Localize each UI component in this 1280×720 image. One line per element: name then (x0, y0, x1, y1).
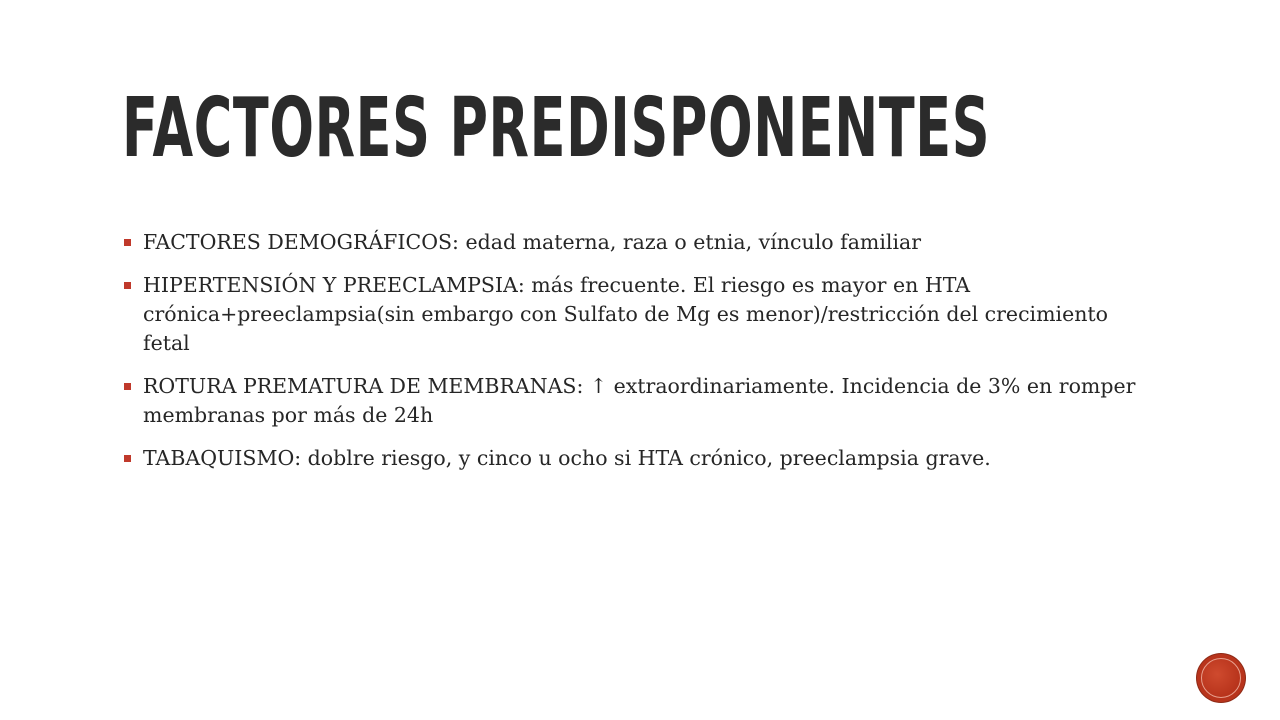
bullet-text: HIPERTENSIÓN Y PREECLAMPSIA: más frecuente. El riesgo es mayor en HTA crónica+preeclampsia(sin embargo con Sulfato de Mg es menor)/restricción del crecimiento fetal (143, 273, 1109, 355)
bullet-text: TABAQUISMO: doblre riesgo, y cinco u ocho si HTA crónico, preeclampsia grave. (143, 446, 991, 470)
bullet-list (122, 228, 1142, 487)
bullet-item (122, 444, 1142, 473)
bullet-text: ROTURA PREMATURA DE MEMBRANAS: ↑ extraordinariamente. Incidencia de 3% en romper membranas por más de 24h (143, 374, 1136, 427)
nav-circle-inner (1201, 658, 1241, 698)
slide-title: FACTORES PREDISPONENTES (122, 81, 991, 176)
slide-nav-circle-icon[interactable] (1197, 654, 1245, 702)
square-bullet-icon (124, 282, 131, 289)
bullet-item (122, 228, 1142, 257)
square-bullet-icon (124, 383, 131, 390)
bullet-item (122, 271, 1142, 358)
bullet-text: FACTORES DEMOGRÁFICOS: edad materna, raza o etnia, vínculo familiar (143, 230, 922, 254)
square-bullet-icon (124, 239, 131, 246)
bullet-item (122, 372, 1142, 430)
square-bullet-icon (124, 455, 131, 462)
